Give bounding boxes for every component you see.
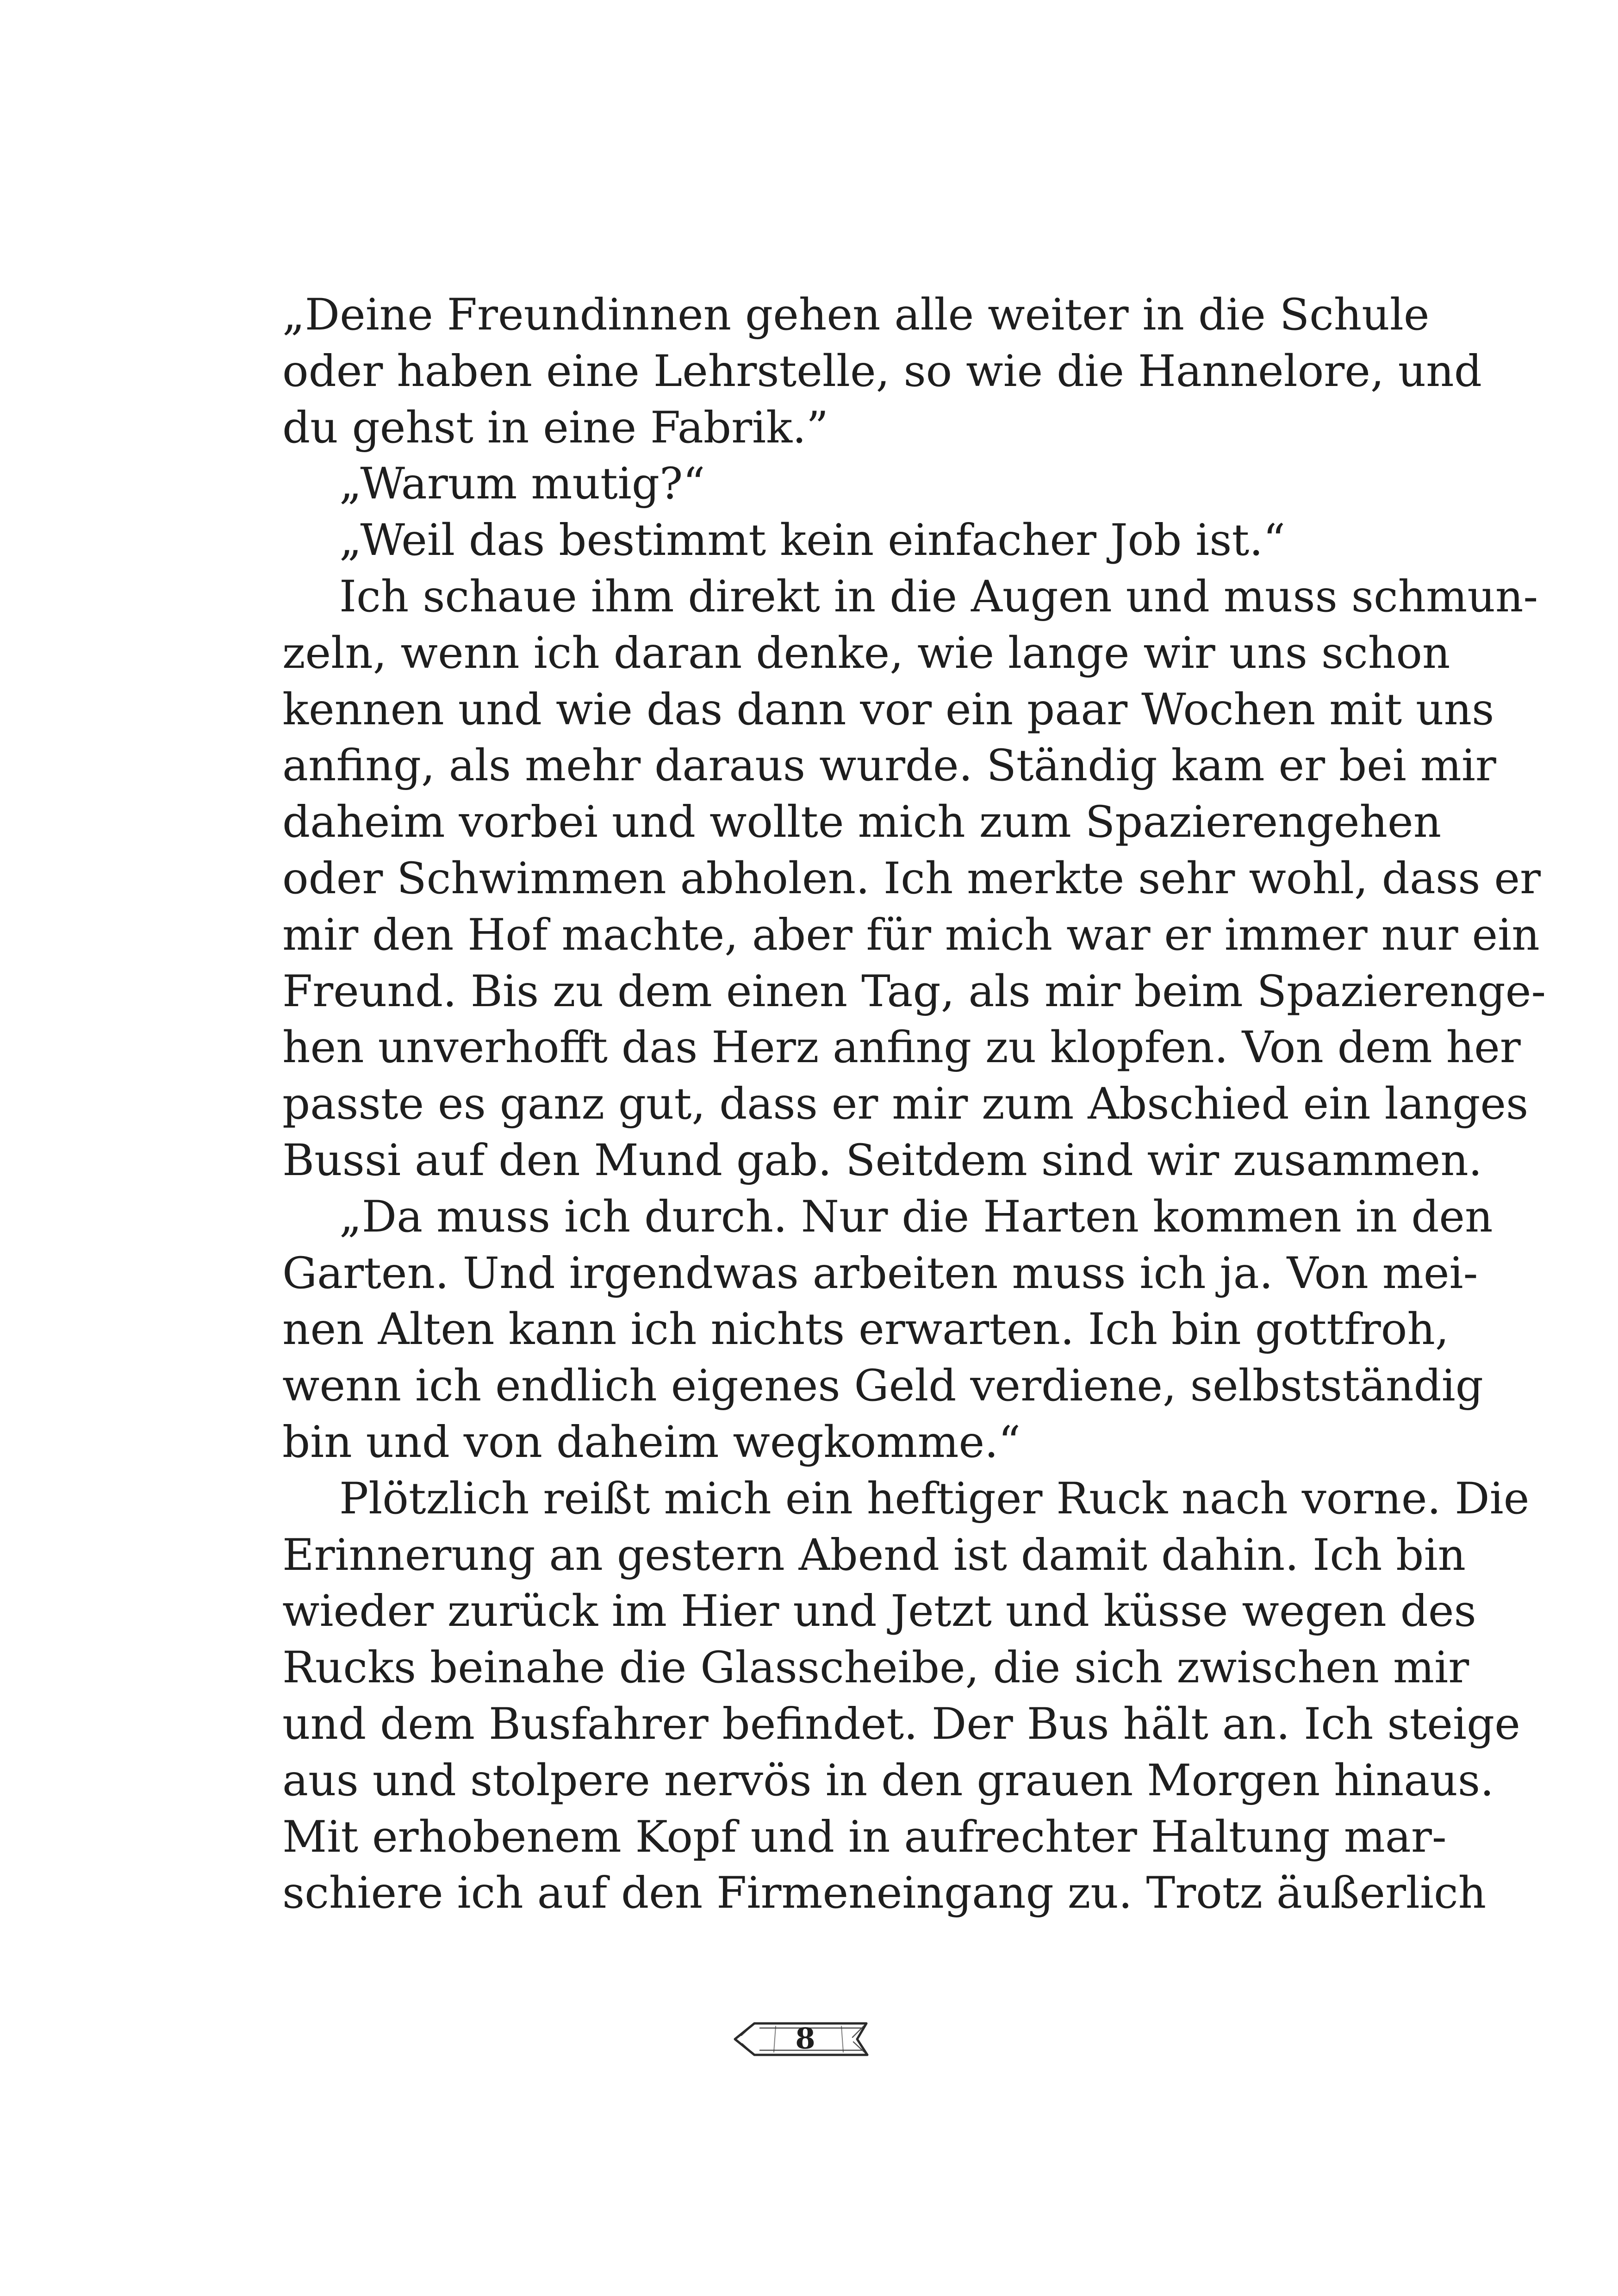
text-line: Ich schaue ihm direkt in die Augen und muss schmun- [339,571,1538,622]
text-line: anfing, als mehr daraus wurde. Ständig kam er bei mir [282,740,1496,791]
text-line: daheim vorbei und wollte mich zum Spazierengehen [282,797,1442,848]
text-line: Bussi auf den Mund gab. Seitdem sind wir zusammen. [282,1135,1482,1186]
page-number: 8 [795,2022,815,2055]
text-line: und dem Busfahrer befindet. Der Bus hält an. Ich steige [282,1699,1520,1749]
text-line: wieder zurück im Hier und Jetzt und küsse wegen des [282,1586,1476,1637]
text-line: Garten. Und irgendwas arbeiten muss ich ja. Von mei- [282,1248,1478,1299]
text-line: Mit erhobenem Kopf und in aufrechter Haltung mar- [282,1811,1447,1862]
text-line: schiere ich auf den Firmeneingang zu. Trotz äußerlich [282,1868,1487,1919]
body-text [282,287,1546,1922]
text-line: „Deine Freundinnen gehen alle weiter in die Schule [282,290,1430,340]
text-line: „Warum mutig?“ [339,459,705,510]
text-line: „Da muss ich durch. Nur die Harten kommen in den [339,1191,1493,1242]
text-line: passte es ganz gut, dass er mir zum Abschied ein langes [282,1079,1529,1130]
page-number-banner [731,2013,879,2064]
text-line: kennen und wie das dann vor ein paar Wochen mit uns [282,684,1494,735]
text-line: oder Schwimmen abholen. Ich merkte sehr wohl, dass er [282,853,1541,904]
text-line: du gehst in eine Fabrik.” [282,402,829,453]
text-line: nen Alten kann ich nichts erwarten. Ich bin gottfroh, [282,1304,1449,1355]
text-line: Erinnerung an gestern Abend ist damit dahin. Ich bin [282,1530,1466,1580]
text-line: zeln, wenn ich daran denke, wie lange wir uns schon [282,628,1450,678]
text-line: hen unverhofft das Herz anfing zu klopfen. Von dem her [282,1022,1521,1073]
text-line: bin und von daheim wegkomme.“ [282,1417,1021,1468]
text-line: mir den Hof machte, aber für mich war er immer nur ein [282,909,1540,960]
text-line: „Weil das bestimmt kein einfacher Job ist.“ [339,515,1286,566]
text-line: Freund. Bis zu dem einen Tag, als mir beim Spazierenge- [282,966,1546,1017]
text-line: Plötzlich reißt mich ein heftiger Ruck nach vorne. Die [339,1473,1530,1524]
text-line: oder haben eine Lehrstelle, so wie die Hannelore, und [282,346,1482,397]
text-line: wenn ich endlich eigenes Geld verdiene, selbstständig [282,1361,1483,1412]
text-line: aus und stolpere nervös in den grauen Morgen hinaus. [282,1755,1494,1806]
text-line: Rucks beinahe die Glasscheibe, die sich zwischen mir [282,1643,1469,1693]
